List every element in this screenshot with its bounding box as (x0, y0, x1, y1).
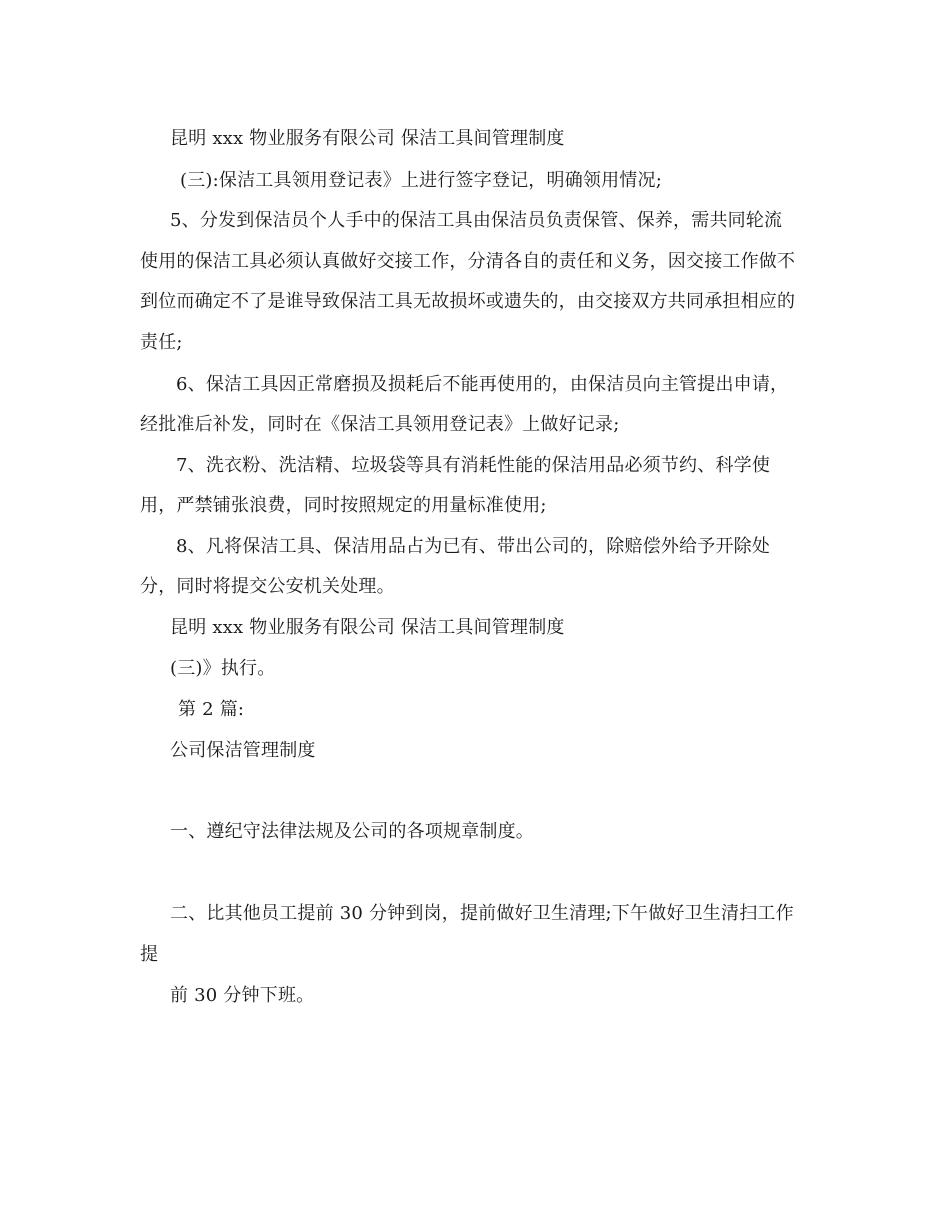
paragraph-line: 前 30 分钟下班。 (170, 985, 315, 1006)
paragraph-line: 到位而确定不了是谁导致保洁工具无故损坏或遗失的，由交接双方共同承担相应的 (140, 291, 796, 312)
paragraph-line: 分，同时将提交公安机关处理。 (140, 576, 395, 597)
paragraph-line: 二、比其他员工提前 30 分钟到岗，提前做好卫生清理;下午做好卫生清扫工作 (170, 903, 794, 924)
paragraph-line: 7、洗衣粉、洗洁精、垃圾袋等具有消耗性能的保洁用品必须节约、科学使 (176, 455, 771, 476)
paragraph-line: 一、遵纪守法律法规及公司的各项规章制度。 (170, 821, 534, 842)
doc-header-line: 昆明 xxx 物业服务有限公司 保洁工具间管理制度 (170, 128, 565, 149)
paragraph-line: 经批准后补发，同时在《保洁工具领用登记表》上做好记录; (140, 414, 620, 435)
paragraph-line: 用，严禁铺张浪费，同时按照规定的用量标准使用; (140, 495, 547, 516)
paragraph-line: 6、保洁工具因正常磨损及损耗后不能再使用的，由保洁员向主管提出申请， (176, 374, 789, 395)
paragraph-line: (三):保洁工具领用登记表》上进行签字登记，明确领用情况; (180, 170, 662, 191)
paragraph-line: 使用的保洁工具必须认真做好交接工作，分清各自的责任和义务，因交接工作做不 (140, 251, 796, 272)
paragraph-line: 8、凡将保洁工具、保洁用品占为已有、带出公司的，除赔偿外给予开除处 (176, 536, 771, 557)
paragraph-line: 责任; (140, 332, 183, 353)
section-title: 公司保洁管理制度 (170, 740, 316, 761)
section-heading: 第 2 篇: (178, 699, 245, 720)
paragraph-line: 提 (140, 944, 159, 965)
paragraph-line: (三)》执行。 (170, 658, 276, 679)
paragraph-line: 5、分发到保洁员个人手中的保洁工具由保洁员负责保管、保养，需共同轮流 (170, 210, 783, 231)
doc-header-line: 昆明 xxx 物业服务有限公司 保洁工具间管理制度 (170, 617, 565, 638)
